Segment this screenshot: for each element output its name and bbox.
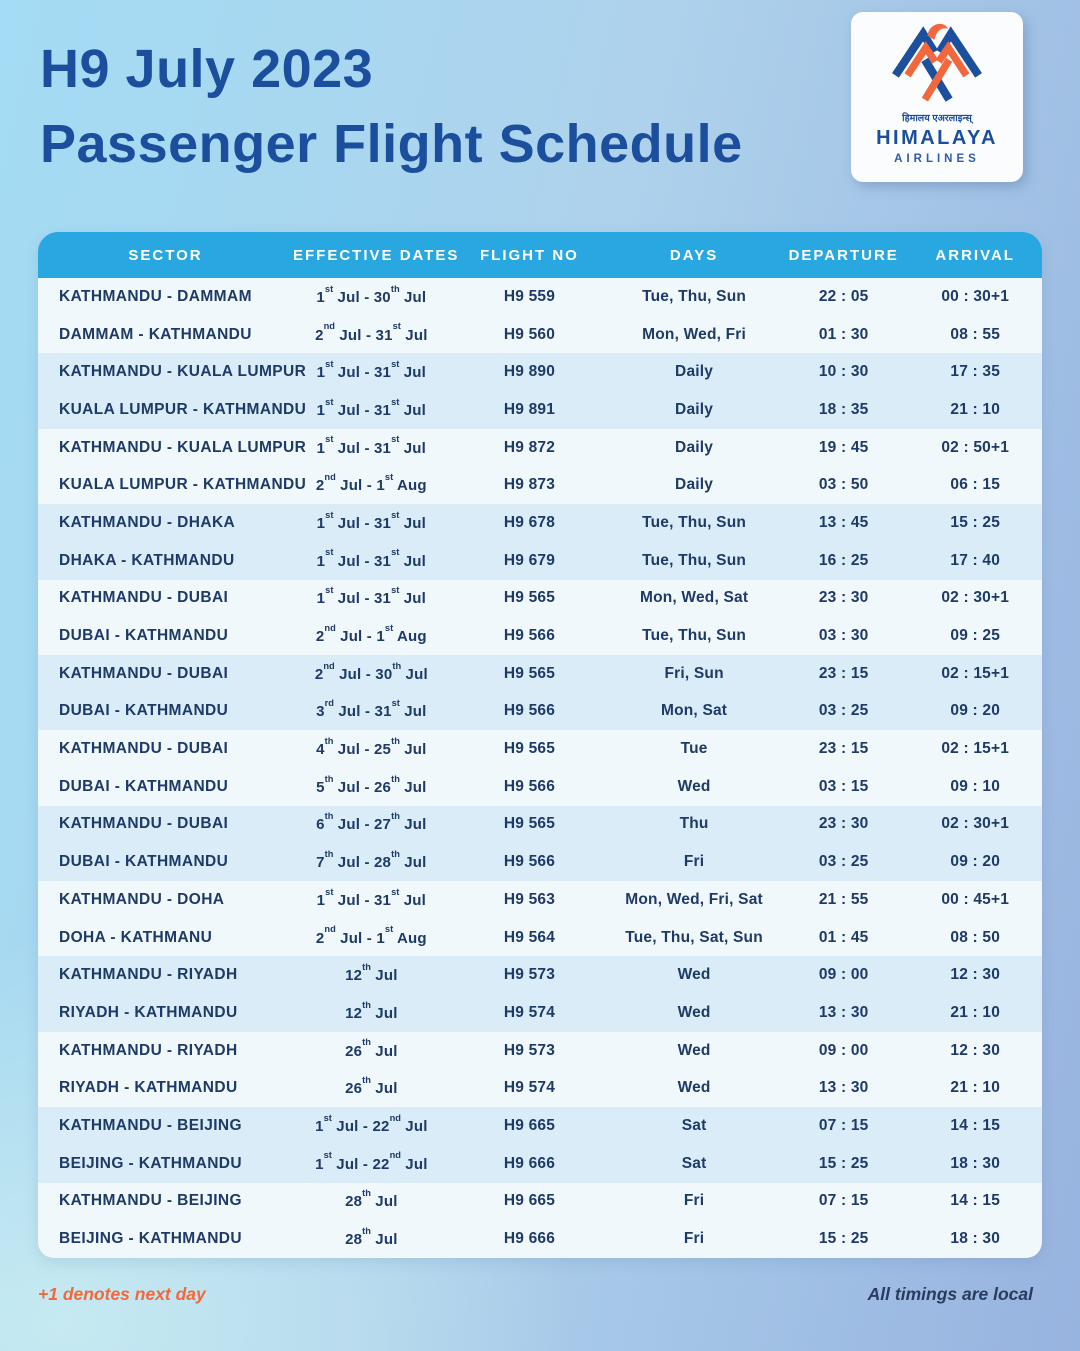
sector-cell: KUALA LUMPUR - KATHMANDU [59,400,307,418]
effective-dates-cell: 28th Jul [345,1188,398,1211]
flight-no-cell: H9 565 [503,815,556,833]
departure-cell: 19 : 45 [818,438,869,456]
sector-cell: KATHMANDU - DUBAI [59,740,229,758]
flight-no-cell: H9 666 [503,1154,556,1172]
table-row [38,353,1042,391]
days-cell: Tue, Thu, Sun [642,513,747,531]
departure-cell: 07 : 15 [818,1116,869,1134]
departure-cell: 15 : 25 [818,1154,869,1172]
effective-dates-cell: 1st Jul - 30th Jul [316,283,427,306]
days-cell: Mon, Wed, Sat [639,589,749,607]
sector-cell: BEIJING - KATHMANDU [59,1230,242,1248]
departure-cell: 03 : 25 [818,702,869,720]
himalaya-bird-mountain-icon [884,20,990,110]
days-cell: Wed [677,777,711,795]
flight-no-cell: H9 679 [503,551,556,569]
arrival-cell: 21 : 10 [950,1079,1001,1097]
flight-no-cell: H9 573 [503,966,556,984]
logo-subname-text: AIRLINES [894,153,980,165]
column-header-effective-dates: EFFECTIVE DATES [293,246,460,264]
flight-no-cell: H9 573 [503,1041,556,1059]
effective-dates-cell: 12th Jul [345,999,398,1022]
table-row [38,1107,1042,1145]
arrival-cell: 02 : 15+1 [941,664,1010,682]
days-cell: Sat [681,1116,707,1134]
arrival-cell: 09 : 20 [950,853,1001,871]
days-cell: Wed [677,966,711,984]
effective-dates-cell: 2nd Jul - 1st Aug [315,924,427,947]
departure-cell: 13 : 30 [818,1079,869,1097]
flight-no-cell: H9 566 [503,777,556,795]
sector-cell: KATHMANDU - DUBAI [59,664,229,682]
table-row [38,919,1042,957]
effective-dates-cell: 6th Jul - 27th Jul [316,811,427,834]
arrival-cell: 02 : 50+1 [941,438,1010,456]
flight-schedule-table [38,232,1042,1258]
flight-no-cell: H9 560 [503,325,556,343]
days-cell: Mon, Wed, Fri, Sat [625,890,763,908]
logo-devanagari-text: हिमालय एअरलाइन्स् [902,113,972,124]
effective-dates-cell: 1st Jul - 31st Jul [316,434,427,457]
effective-dates-cell: 2nd Jul - 1st Aug [315,472,427,495]
sector-cell: KATHMANDU - RIYADH [59,966,238,984]
flight-no-cell: H9 574 [503,1003,556,1021]
days-cell: Tue, Thu, Sun [642,287,747,305]
table-row [38,768,1042,806]
table-row [38,466,1042,504]
flight-no-cell: H9 565 [503,740,556,758]
days-cell: Daily [675,400,714,418]
arrival-cell: 09 : 10 [950,777,1001,795]
sector-cell: DUBAI - KATHMANDU [59,853,229,871]
title-line-2: Passenger Flight Schedule [40,114,743,174]
sector-cell: KATHMANDU - KUALA LUMPUR [59,438,307,456]
footnote-local-time: All timings are local [867,1284,1033,1304]
effective-dates-cell: 1st Jul - 31st Jul [316,359,427,382]
table-row [38,542,1042,580]
departure-cell: 13 : 30 [818,1003,869,1021]
flight-no-cell: H9 678 [503,513,556,531]
departure-cell: 16 : 25 [818,551,869,569]
departure-cell: 13 : 45 [818,513,869,531]
table-body [38,278,1042,1258]
days-cell: Wed [677,1041,711,1059]
flight-no-cell: H9 891 [503,400,556,418]
sector-cell: BEIJING - KATHMANDU [59,1154,242,1172]
days-cell: Mon, Sat [660,702,728,720]
effective-dates-cell: 26th Jul [345,1037,398,1060]
days-cell: Daily [675,438,714,456]
flight-no-cell: H9 665 [503,1116,556,1134]
table-row [38,278,1042,316]
departure-cell: 23 : 15 [818,740,869,758]
days-cell: Sat [681,1154,707,1172]
himalaya-airlines-logo [851,12,1023,182]
flight-no-cell: H9 873 [503,476,556,494]
days-cell: Daily [675,363,714,381]
departure-cell: 23 : 30 [818,815,869,833]
departure-cell: 03 : 25 [818,853,869,871]
effective-dates-cell: 1st Jul - 22nd Jul [315,1150,428,1173]
table-row [38,806,1042,844]
page-title [40,32,743,182]
table-row [38,881,1042,919]
flight-no-cell: H9 566 [503,702,556,720]
arrival-cell: 08 : 50 [950,928,1001,946]
table-row [38,843,1042,881]
effective-dates-cell: 28th Jul [345,1225,398,1249]
effective-dates-cell: 1st Jul - 31st Jul [316,509,427,532]
days-cell: Fri [683,1192,705,1210]
table-row [38,429,1042,467]
departure-cell: 18 : 35 [818,400,869,418]
sector-cell: KATHMANDU - DUBAI [59,589,229,607]
table-row [38,956,1042,994]
arrival-cell: 17 : 40 [950,551,1001,569]
flight-no-cell: H9 666 [503,1230,556,1248]
table-row [38,693,1042,731]
departure-cell: 07 : 15 [818,1192,869,1210]
table-row [38,994,1042,1032]
days-cell: Tue, Thu, Sun [642,551,747,569]
sector-cell: KATHMANDU - BEIJING [59,1116,242,1134]
effective-dates-cell: 2nd Jul - 31st Jul [315,321,428,344]
departure-cell: 23 : 30 [818,589,869,607]
effective-dates-cell: 1st Jul - 31st Jul [316,585,427,608]
departure-cell: 03 : 30 [818,627,869,645]
arrival-cell: 12 : 30 [950,966,1001,984]
departure-cell: 21 : 55 [818,890,869,908]
sector-cell: KATHMANDU - DAMMAM [59,287,252,305]
column-header-sector: SECTOR [128,246,203,264]
flight-no-cell: H9 564 [503,928,556,946]
departure-cell: 23 : 15 [818,664,869,682]
flight-no-cell: H9 872 [503,438,556,456]
arrival-cell: 02 : 30+1 [941,589,1010,607]
flight-no-cell: H9 566 [503,627,556,645]
days-cell: Tue, Thu, Sat, Sun [625,928,763,946]
arrival-cell: 02 : 30+1 [941,815,1010,833]
effective-dates-cell: 1st Jul - 31st Jul [316,886,427,909]
effective-dates-cell: 1st Jul - 22nd Jul [315,1112,428,1135]
departure-cell: 03 : 50 [818,476,869,494]
column-header-departure: DEPARTURE [788,246,899,264]
sector-cell: KATHMANDU - KUALA LUMPUR [59,363,307,381]
days-cell: Fri [683,853,705,871]
table-row [38,391,1042,429]
days-cell: Mon, Wed, Fri [642,325,747,343]
effective-dates-cell: 1st Jul - 31st Jul [316,547,427,570]
column-header-days: DAYS [669,246,719,264]
departure-cell: 09 : 00 [818,1041,869,1059]
footnote-next-day: +1 denotes next day [38,1284,206,1304]
arrival-cell: 00 : 45+1 [941,890,1010,908]
days-cell: Wed [677,1003,711,1021]
sector-cell: DOHA - KATHMANU [59,928,213,946]
table-row [38,617,1042,655]
sector-cell: RIYADH - KATHMANDU [59,1079,238,1097]
sector-cell: DUBAI - KATHMANDU [59,627,229,645]
sector-cell: KATHMANDU - DHAKA [59,513,236,531]
days-cell: Fri [683,1230,705,1248]
sector-cell: DHAKA - KATHMANDU [59,551,235,569]
table-row [38,1032,1042,1070]
departure-cell: 03 : 15 [818,777,869,795]
sector-cell: DUBAI - KATHMANDU [59,702,229,720]
arrival-cell: 14 : 15 [950,1116,1001,1134]
days-cell: Fri, Sun [664,664,724,682]
effective-dates-cell: 12th Jul [345,962,398,985]
table-row [38,1069,1042,1107]
sector-cell: KATHMANDU - DOHA [59,890,225,908]
flight-no-cell: H9 566 [503,853,556,871]
column-header-flight-no: FLIGHT NO [480,246,579,264]
sector-cell: KATHMANDU - BEIJING [59,1192,242,1210]
effective-dates-cell: 7th Jul - 28th Jul [316,848,427,872]
arrival-cell: 12 : 30 [950,1041,1001,1059]
flight-no-cell: H9 890 [503,363,556,381]
arrival-cell: 18 : 30 [950,1154,1001,1172]
departure-cell: 15 : 25 [818,1230,869,1248]
arrival-cell: 02 : 15+1 [941,740,1010,758]
sector-cell: KATHMANDU - DUBAI [59,815,229,833]
days-cell: Thu [679,815,709,833]
table-row [38,1220,1042,1258]
flight-no-cell: H9 665 [503,1192,556,1210]
sector-cell: DAMMAM - KATHMANDU [59,325,252,343]
flight-no-cell: H9 559 [503,287,556,305]
table-row [38,580,1042,618]
effective-dates-cell: 1st Jul - 31st Jul [316,396,427,419]
table-row [38,1145,1042,1183]
days-cell: Wed [677,1079,711,1097]
table-row [38,655,1042,693]
departure-cell: 22 : 05 [818,287,869,305]
table-header-row [38,232,1042,278]
arrival-cell: 15 : 25 [950,513,1001,531]
title-line-1: H9 July 2023 [40,39,374,99]
table-row [38,316,1042,354]
flight-no-cell: H9 565 [503,664,556,682]
table-row [38,1183,1042,1221]
effective-dates-cell: 2nd Jul - 1st Aug [315,622,427,646]
table-row [38,504,1042,542]
table-row [38,730,1042,768]
arrival-cell: 09 : 20 [950,702,1001,720]
flight-no-cell: H9 574 [503,1079,556,1097]
column-header-arrival: ARRIVAL [935,246,1015,264]
effective-dates-cell: 2nd Jul - 30th Jul [314,660,428,683]
days-cell: Tue, Thu, Sun [642,627,747,645]
arrival-cell: 06 : 15 [950,476,1001,494]
arrival-cell: 21 : 10 [950,400,1001,418]
arrival-cell: 18 : 30 [950,1230,1001,1248]
sector-cell: KUALA LUMPUR - KATHMANDU [59,476,307,494]
arrival-cell: 00 : 30+1 [941,287,1010,305]
departure-cell: 09 : 00 [818,966,869,984]
sector-cell: RIYADH - KATHMANDU [59,1003,238,1021]
arrival-cell: 08 : 55 [950,325,1001,343]
arrival-cell: 17 : 35 [950,363,1001,381]
flight-no-cell: H9 563 [503,890,556,908]
departure-cell: 01 : 30 [818,325,869,343]
days-cell: Daily [675,476,714,494]
departure-cell: 10 : 30 [818,363,869,381]
sector-cell: KATHMANDU - RIYADH [59,1041,238,1059]
arrival-cell: 14 : 15 [950,1192,1001,1210]
effective-dates-cell: 4th Jul - 25th Jul [316,735,427,759]
effective-dates-cell: 26th Jul [345,1075,398,1098]
departure-cell: 01 : 45 [818,928,869,946]
effective-dates-cell: 3rd Jul - 31st Jul [316,698,427,721]
days-cell: Tue [680,740,708,758]
flight-no-cell: H9 565 [503,589,556,607]
effective-dates-cell: 5th Jul - 26th Jul [316,773,427,796]
arrival-cell: 21 : 10 [950,1003,1001,1021]
arrival-cell: 09 : 25 [950,627,1001,645]
logo-name-text: HIMALAYA [876,127,998,149]
sector-cell: DUBAI - KATHMANDU [59,777,229,795]
